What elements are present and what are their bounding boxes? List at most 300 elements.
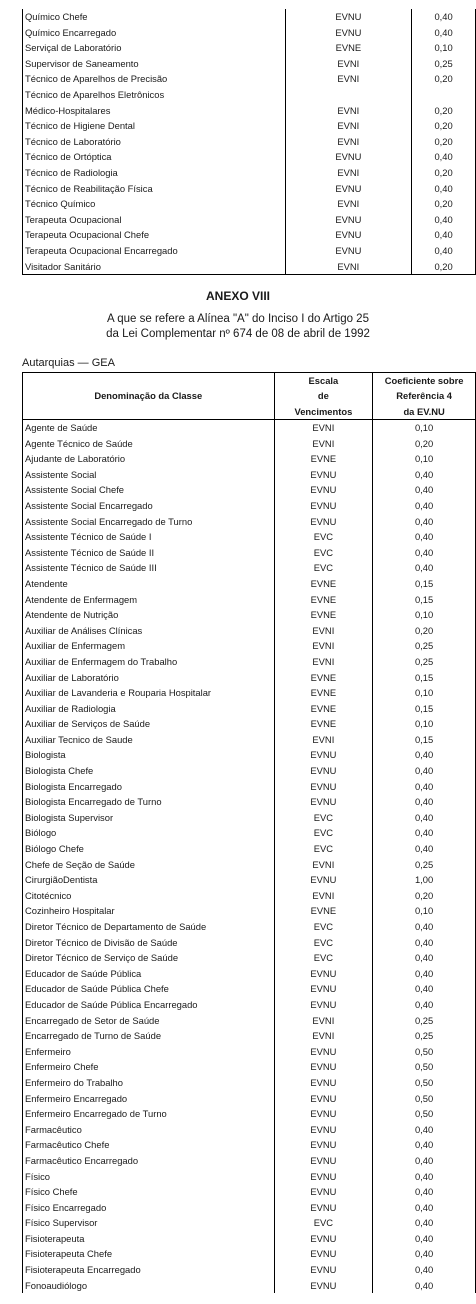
table-row xyxy=(23,1028,476,1044)
coefficient-cell: 0,25 xyxy=(373,1013,476,1029)
class-name-cell: Auxiliar de Serviços de Saúde xyxy=(23,716,275,732)
table-row xyxy=(23,794,476,810)
class-name-cell: Auxiliar de Análises Clínicas xyxy=(23,623,275,639)
table-row xyxy=(23,529,476,545)
table-row xyxy=(23,1137,476,1153)
coefficient-cell: 0,15 xyxy=(373,576,476,592)
class-name-cell: Auxiliar de Laboratório xyxy=(23,670,275,686)
table-row xyxy=(23,654,476,670)
salary-scale-cell xyxy=(285,87,412,103)
coefficient-cell: 0,15 xyxy=(373,732,476,748)
table-row xyxy=(23,118,476,134)
coefficient-cell: 0,20 xyxy=(412,103,476,119)
class-name-cell: Farmacêutico xyxy=(23,1122,275,1138)
salary-scale-cell: EVNU xyxy=(274,872,373,888)
coefficient-cell: 0,40 xyxy=(373,529,476,545)
coefficient-cell: 0,10 xyxy=(373,451,476,467)
coefficient-cell: 0,10 xyxy=(373,903,476,919)
class-name-cell: Enfermeiro Encarregado de Turno xyxy=(23,1106,275,1122)
header-class-name: Denominação da Classe xyxy=(23,373,275,420)
header-coefficient-line: da EV.NU xyxy=(403,405,445,417)
coefficient-cell: 0,20 xyxy=(412,134,476,150)
table-row xyxy=(23,165,476,181)
class-name-cell: Educador de Saúde Pública Encarregado xyxy=(23,997,275,1013)
class-name-cell: Farmacêutico Encarregado xyxy=(23,1153,275,1169)
salary-scale-cell: EVNU xyxy=(274,981,373,997)
salary-scale-cell: EVNU xyxy=(285,149,412,165)
table-row xyxy=(23,436,476,452)
class-name-cell: Terapeuta Ocupacional xyxy=(23,212,286,228)
salary-scale-cell: EVNU xyxy=(274,1075,373,1091)
table-row xyxy=(23,103,476,119)
salary-scale-cell: EVC xyxy=(274,545,373,561)
coefficient-cell: 0,40 xyxy=(373,545,476,561)
salary-scale-cell: EVNU xyxy=(274,779,373,795)
header-salary-scale xyxy=(274,373,373,420)
coefficient-cell: 0,20 xyxy=(412,165,476,181)
class-name-cell: Auxiliar de Lavanderia e Rouparia Hospitalar xyxy=(23,685,275,701)
salary-scale-cell: EVNI xyxy=(274,420,373,436)
coefficient-cell: 0,20 xyxy=(373,888,476,904)
coefficient-cell: 0,40 xyxy=(412,212,476,228)
class-name-cell: Fonoaudiólogo xyxy=(23,1278,275,1294)
table-row xyxy=(23,701,476,717)
salary-scale-cell: EVNI xyxy=(285,196,412,212)
coefficient-cell: 0,40 xyxy=(373,514,476,530)
coefficient-cell: 0,25 xyxy=(373,857,476,873)
salary-scale-cell: EVNI xyxy=(274,623,373,639)
table-row xyxy=(23,903,476,919)
salary-scale-cell: EVNU xyxy=(285,243,412,259)
class-name-cell: Enfermeiro Chefe xyxy=(23,1059,275,1075)
salary-scale-cell: EVNI xyxy=(274,1028,373,1044)
salary-scale-cell: EVNU xyxy=(274,1122,373,1138)
salary-scale-cell: EVNU xyxy=(274,1106,373,1122)
group-label: Autarquias — GEA xyxy=(22,357,115,369)
annex-reference-line-1: A que se refere a Alínea "A" do Inciso I do Artigo 25 xyxy=(107,313,369,325)
coefficient-cell: 0,40 xyxy=(373,1169,476,1185)
coefficient-cell: 0,15 xyxy=(373,701,476,717)
table-row xyxy=(23,56,476,72)
coefficient-cell: 0,40 xyxy=(373,1246,476,1262)
class-name-cell: Assistente Técnico de Saúde I xyxy=(23,529,275,545)
salary-scale-cell: EVC xyxy=(274,810,373,826)
salary-scale-cell: EVNE xyxy=(274,670,373,686)
table-row xyxy=(23,638,476,654)
salary-scale-cell: EVNU xyxy=(274,997,373,1013)
salary-scale-cell: EVC xyxy=(274,841,373,857)
salary-scale-cell: EVNU xyxy=(274,747,373,763)
coefficient-cell: 0,15 xyxy=(373,670,476,686)
class-name-cell: Químico Chefe xyxy=(23,9,286,25)
coefficient-cell: 0,10 xyxy=(373,607,476,623)
salary-scale-cell: EVNU xyxy=(274,1231,373,1247)
salary-scale-cell: EVNE xyxy=(274,716,373,732)
coefficient-cell: 0,40 xyxy=(373,966,476,982)
table-row xyxy=(23,181,476,197)
table-row xyxy=(23,1013,476,1029)
class-name-cell: Físico xyxy=(23,1169,275,1185)
salary-scale-cell: EVNU xyxy=(274,1044,373,1060)
class-name-cell: Farmacêutico Chefe xyxy=(23,1137,275,1153)
table-row xyxy=(23,1215,476,1231)
table-row xyxy=(23,1184,476,1200)
table-row xyxy=(23,498,476,514)
coefficient-cell: 0,40 xyxy=(373,997,476,1013)
continued-table-body xyxy=(23,9,476,275)
salary-scale-cell: EVNU xyxy=(274,498,373,514)
class-name-cell: Assistente Social xyxy=(23,467,275,483)
class-name-cell: Atendente xyxy=(23,576,275,592)
class-name-cell: Fisioterapeuta xyxy=(23,1231,275,1247)
salary-scale-cell: EVNE xyxy=(274,576,373,592)
class-name-cell: Atendente de Enfermagem xyxy=(23,592,275,608)
salary-scale-cell: EVNE xyxy=(274,903,373,919)
header-salary-scale-line: Vencimentos xyxy=(294,405,353,417)
class-name-cell: Técnico de Radiologia xyxy=(23,165,286,181)
table-row xyxy=(23,1231,476,1247)
salary-scale-cell: EVC xyxy=(274,1215,373,1231)
coefficient-cell: 0,40 xyxy=(412,243,476,259)
salary-scale-cell: EVNU xyxy=(274,1278,373,1294)
coefficient-cell: 0,40 xyxy=(412,227,476,243)
coefficient-cell: 0,40 xyxy=(412,149,476,165)
class-name-cell: Enfermeiro do Trabalho xyxy=(23,1075,275,1091)
table-row xyxy=(23,841,476,857)
salary-scale-cell: EVC xyxy=(274,560,373,576)
salary-scale-cell: EVNU xyxy=(274,514,373,530)
header-salary-scale-line: Escala xyxy=(308,375,339,387)
coefficient-cell: 0,25 xyxy=(373,638,476,654)
coefficient-cell: 0,40 xyxy=(373,950,476,966)
table-row xyxy=(23,592,476,608)
coefficient-cell: 0,25 xyxy=(412,56,476,72)
table-row xyxy=(23,685,476,701)
class-name-cell: Terapeuta Ocupacional Chefe xyxy=(23,227,286,243)
salary-scale-cell: EVNI xyxy=(285,165,412,181)
salary-scale-cell: EVC xyxy=(274,825,373,841)
salary-scale-cell: EVNU xyxy=(274,482,373,498)
table-row xyxy=(23,1169,476,1185)
coefficient-cell: 0,40 xyxy=(373,1122,476,1138)
table-row xyxy=(23,1075,476,1091)
table-row xyxy=(23,1278,476,1294)
coefficient-cell: 0,50 xyxy=(373,1106,476,1122)
coefficient-cell: 0,40 xyxy=(373,1153,476,1169)
class-name-cell: Técnico de Reabilitação Física xyxy=(23,181,286,197)
coefficient-cell: 0,40 xyxy=(373,919,476,935)
table-row xyxy=(23,243,476,259)
coefficient-cell: 0,10 xyxy=(373,420,476,436)
salary-scale-cell: EVNI xyxy=(274,1013,373,1029)
class-name-cell: Cozinheiro Hospitalar xyxy=(23,903,275,919)
table-row xyxy=(23,25,476,41)
coefficient-cell: 0,10 xyxy=(373,716,476,732)
class-name-cell: Assistente Social Encarregado de Turno xyxy=(23,514,275,530)
table-row xyxy=(23,514,476,530)
class-name-cell: Auxiliar de Enfermagem xyxy=(23,638,275,654)
annex-title: ANEXO VIII xyxy=(205,289,270,303)
table-row xyxy=(23,623,476,639)
salary-scale-cell: EVNI xyxy=(274,436,373,452)
class-name-cell: Diretor Técnico de Serviço de Saúde xyxy=(23,950,275,966)
table-row xyxy=(23,259,476,275)
coefficient-cell: 0,40 xyxy=(412,181,476,197)
table-row xyxy=(23,134,476,150)
coefficient-cell: 0,40 xyxy=(373,1278,476,1294)
class-name-cell: Enfermeiro xyxy=(23,1044,275,1060)
class-name-cell: Educador de Saúde Pública Chefe xyxy=(23,981,275,997)
class-name-cell: Chefe de Seção de Saúde xyxy=(23,857,275,873)
salary-scale-cell: EVNE xyxy=(274,701,373,717)
salary-scale-cell: EVNU xyxy=(274,467,373,483)
salary-scale-cell: EVNI xyxy=(285,118,412,134)
coefficient-cell: 0,50 xyxy=(373,1075,476,1091)
class-name-cell: Biologista xyxy=(23,747,275,763)
coefficient-cell xyxy=(412,87,476,103)
continued-table xyxy=(22,9,476,275)
class-name-cell: Físico Chefe xyxy=(23,1184,275,1200)
class-name-cell: Assistente Social Chefe xyxy=(23,482,275,498)
coefficient-cell: 0,40 xyxy=(373,935,476,951)
salary-scale-cell: EVNE xyxy=(285,40,412,56)
salary-scale-cell: EVNU xyxy=(274,966,373,982)
coefficient-cell: 0,25 xyxy=(373,654,476,670)
table-row xyxy=(23,1059,476,1075)
class-name-cell: Técnico de Laboratório xyxy=(23,134,286,150)
class-name-cell: Auxiliar Tecnico de Saude xyxy=(23,732,275,748)
coefficient-cell: 0,20 xyxy=(412,71,476,87)
table-row xyxy=(23,467,476,483)
coefficient-cell: 0,15 xyxy=(373,592,476,608)
coefficient-cell: 0,20 xyxy=(412,259,476,275)
table-row xyxy=(23,732,476,748)
salary-scale-cell: EVNE xyxy=(274,607,373,623)
table-row xyxy=(23,1246,476,1262)
coefficient-cell: 0,40 xyxy=(373,747,476,763)
salary-scale-cell: EVNU xyxy=(274,1137,373,1153)
salary-scale-cell: EVNU xyxy=(274,1059,373,1075)
class-name-cell: Químico Encarregado xyxy=(23,25,286,41)
coefficient-cell: 0,50 xyxy=(373,1059,476,1075)
table-row xyxy=(23,1091,476,1107)
class-name-cell: Visitador Sanitário xyxy=(23,259,286,275)
class-name-cell: Biologista Encarregado xyxy=(23,779,275,795)
salary-scale-cell: EVNU xyxy=(274,763,373,779)
salary-scale-cell: EVNU xyxy=(274,1246,373,1262)
table-row xyxy=(23,71,476,87)
table-row xyxy=(23,1262,476,1278)
class-name-cell: Fisioterapeuta Encarregado xyxy=(23,1262,275,1278)
table-row xyxy=(23,919,476,935)
class-name-cell: Terapeuta Ocupacional Encarregado xyxy=(23,243,286,259)
coefficient-cell: 0,50 xyxy=(373,1044,476,1060)
table-row xyxy=(23,560,476,576)
coefficient-cell: 0,40 xyxy=(373,498,476,514)
class-name-cell: Físico Encarregado xyxy=(23,1200,275,1216)
class-name-cell: Biologista Chefe xyxy=(23,763,275,779)
table-row xyxy=(23,716,476,732)
class-name-cell: Fisioterapeuta Chefe xyxy=(23,1246,275,1262)
class-name-cell: Médico-Hospitalares xyxy=(23,103,286,119)
table-row xyxy=(23,825,476,841)
salary-scale-cell: EVNU xyxy=(274,1169,373,1185)
coefficient-cell: 0,40 xyxy=(373,779,476,795)
table-row xyxy=(23,149,476,165)
class-name-cell: Assistente Social Encarregado xyxy=(23,498,275,514)
salary-scale-cell: EVNU xyxy=(274,794,373,810)
coefficient-cell: 0,40 xyxy=(373,825,476,841)
table-row xyxy=(23,545,476,561)
coefficient-cell: 0,40 xyxy=(373,981,476,997)
coefficient-cell: 0,10 xyxy=(373,685,476,701)
salary-scale-cell: EVNU xyxy=(274,1200,373,1216)
coefficient-cell: 0,40 xyxy=(373,1184,476,1200)
class-name-cell: Educador de Saúde Pública xyxy=(23,966,275,982)
class-name-cell: Técnico de Ortóptica xyxy=(23,149,286,165)
salary-scale-cell: EVNE xyxy=(274,451,373,467)
salary-scale-cell: EVC xyxy=(274,919,373,935)
class-name-cell: Diretor Técnico de Departamento de Saúde xyxy=(23,919,275,935)
coefficient-cell: 0,40 xyxy=(412,9,476,25)
class-name-cell: Agente Técnico de Saúde xyxy=(23,436,275,452)
table-row xyxy=(23,997,476,1013)
coefficient-cell: 0,25 xyxy=(373,1028,476,1044)
class-name-cell: Encarregado de Turno de Saúde xyxy=(23,1028,275,1044)
annex-table-body xyxy=(23,420,476,1294)
class-name-cell: Biologista Encarregado de Turno xyxy=(23,794,275,810)
coefficient-cell: 0,40 xyxy=(373,1215,476,1231)
salary-scale-cell: EVNI xyxy=(285,56,412,72)
salary-scale-cell: EVNI xyxy=(274,638,373,654)
salary-scale-cell: EVNU xyxy=(285,9,412,25)
salary-scale-cell: EVNI xyxy=(285,259,412,275)
table-row xyxy=(23,1122,476,1138)
header-salary-scale-line: de xyxy=(317,390,329,402)
table-row xyxy=(23,1106,476,1122)
salary-scale-cell: EVNU xyxy=(285,212,412,228)
table-row xyxy=(23,40,476,56)
table-row xyxy=(23,981,476,997)
coefficient-cell: 0,20 xyxy=(412,196,476,212)
class-name-cell: Físico Supervisor xyxy=(23,1215,275,1231)
coefficient-cell: 0,40 xyxy=(373,841,476,857)
coefficient-cell: 0,40 xyxy=(373,467,476,483)
coefficient-cell: 0,40 xyxy=(373,1231,476,1247)
table-row xyxy=(23,779,476,795)
class-name-cell: Agente de Saúde xyxy=(23,420,275,436)
table-row xyxy=(23,1044,476,1060)
table-row xyxy=(23,227,476,243)
salary-scale-cell: EVNI xyxy=(285,134,412,150)
class-name-cell: Serviçal de Laboratório xyxy=(23,40,286,56)
coefficient-cell: 0,10 xyxy=(412,40,476,56)
class-name-cell: Diretor Técnico de Divisão de Saúde xyxy=(23,935,275,951)
table-row xyxy=(23,888,476,904)
salary-scale-cell: EVC xyxy=(274,529,373,545)
coefficient-cell: 0,40 xyxy=(373,810,476,826)
table-row xyxy=(23,607,476,623)
table-row xyxy=(23,9,476,25)
annex-table xyxy=(22,372,476,1293)
salary-scale-cell: EVNU xyxy=(274,1153,373,1169)
salary-scale-cell: EVNI xyxy=(285,103,412,119)
coefficient-cell: 0,40 xyxy=(373,1262,476,1278)
class-name-cell: Atendente de Nutrição xyxy=(23,607,275,623)
class-name-cell: Supervisor de Saneamento xyxy=(23,56,286,72)
table-row xyxy=(23,935,476,951)
class-name-cell: Biólogo Chefe xyxy=(23,841,275,857)
table-row xyxy=(23,420,476,436)
salary-scale-cell: EVNI xyxy=(274,888,373,904)
table-row xyxy=(23,576,476,592)
class-name-cell: Citotécnico xyxy=(23,888,275,904)
table-row xyxy=(23,451,476,467)
class-name-cell: Enfermeiro Encarregado xyxy=(23,1091,275,1107)
coefficient-cell: 0,40 xyxy=(373,794,476,810)
table-row xyxy=(23,950,476,966)
salary-scale-cell: EVNI xyxy=(285,71,412,87)
class-name-cell: Assistente Técnico de Saúde II xyxy=(23,545,275,561)
salary-scale-cell: EVC xyxy=(274,950,373,966)
coefficient-cell: 0,50 xyxy=(373,1091,476,1107)
salary-scale-cell: EVNU xyxy=(285,181,412,197)
header-row xyxy=(23,373,476,420)
class-name-cell: Técnico Químico xyxy=(23,196,286,212)
header-coefficient xyxy=(373,373,476,420)
table-row xyxy=(23,670,476,686)
header-coefficient-line: Referência 4 xyxy=(396,390,452,402)
coefficient-cell: 0,40 xyxy=(373,560,476,576)
table-row xyxy=(23,212,476,228)
table-row xyxy=(23,872,476,888)
coefficient-cell: 0,20 xyxy=(373,623,476,639)
class-name-cell: Técnico de Higiene Dental xyxy=(23,118,286,134)
class-name-cell: Assistente Técnico de Saúde III xyxy=(23,560,275,576)
coefficient-cell: 1,00 xyxy=(373,872,476,888)
class-name-cell: Técnico de Aparelhos de Precisão xyxy=(23,71,286,87)
table-row xyxy=(23,1200,476,1216)
salary-scale-cell: EVNU xyxy=(285,227,412,243)
table-row xyxy=(23,747,476,763)
salary-scale-cell: EVNE xyxy=(274,592,373,608)
salary-scale-cell: EVNU xyxy=(285,25,412,41)
coefficient-cell: 0,20 xyxy=(373,436,476,452)
table-row xyxy=(23,87,476,103)
table-row xyxy=(23,810,476,826)
table-row xyxy=(23,482,476,498)
coefficient-cell: 0,40 xyxy=(373,763,476,779)
coefficient-cell: 0,40 xyxy=(373,1137,476,1153)
class-name-cell: CirurgiãoDentista xyxy=(23,872,275,888)
salary-scale-cell: EVNI xyxy=(274,654,373,670)
salary-scale-cell: EVC xyxy=(274,935,373,951)
class-name-cell: Biologista Supervisor xyxy=(23,810,275,826)
salary-scale-cell: EVNI xyxy=(274,857,373,873)
table-row xyxy=(23,763,476,779)
table-row xyxy=(23,966,476,982)
class-name-cell: Biólogo xyxy=(23,825,275,841)
salary-scale-cell: EVNU xyxy=(274,1262,373,1278)
class-name-cell: Encarregado de Setor de Saúde xyxy=(23,1013,275,1029)
class-name-cell: Auxiliar de Enfermagem do Trabalho xyxy=(23,654,275,670)
annex-reference-line-2: da Lei Complementar nº 674 de 08 de abril de 1992 xyxy=(106,328,370,340)
table-row xyxy=(23,857,476,873)
class-name-cell: Auxiliar de Radiologia xyxy=(23,701,275,717)
class-name-cell: Técnico de Aparelhos Eletrônicos xyxy=(23,87,286,103)
coefficient-cell: 0,40 xyxy=(373,1200,476,1216)
coefficient-cell: 0,40 xyxy=(412,25,476,41)
